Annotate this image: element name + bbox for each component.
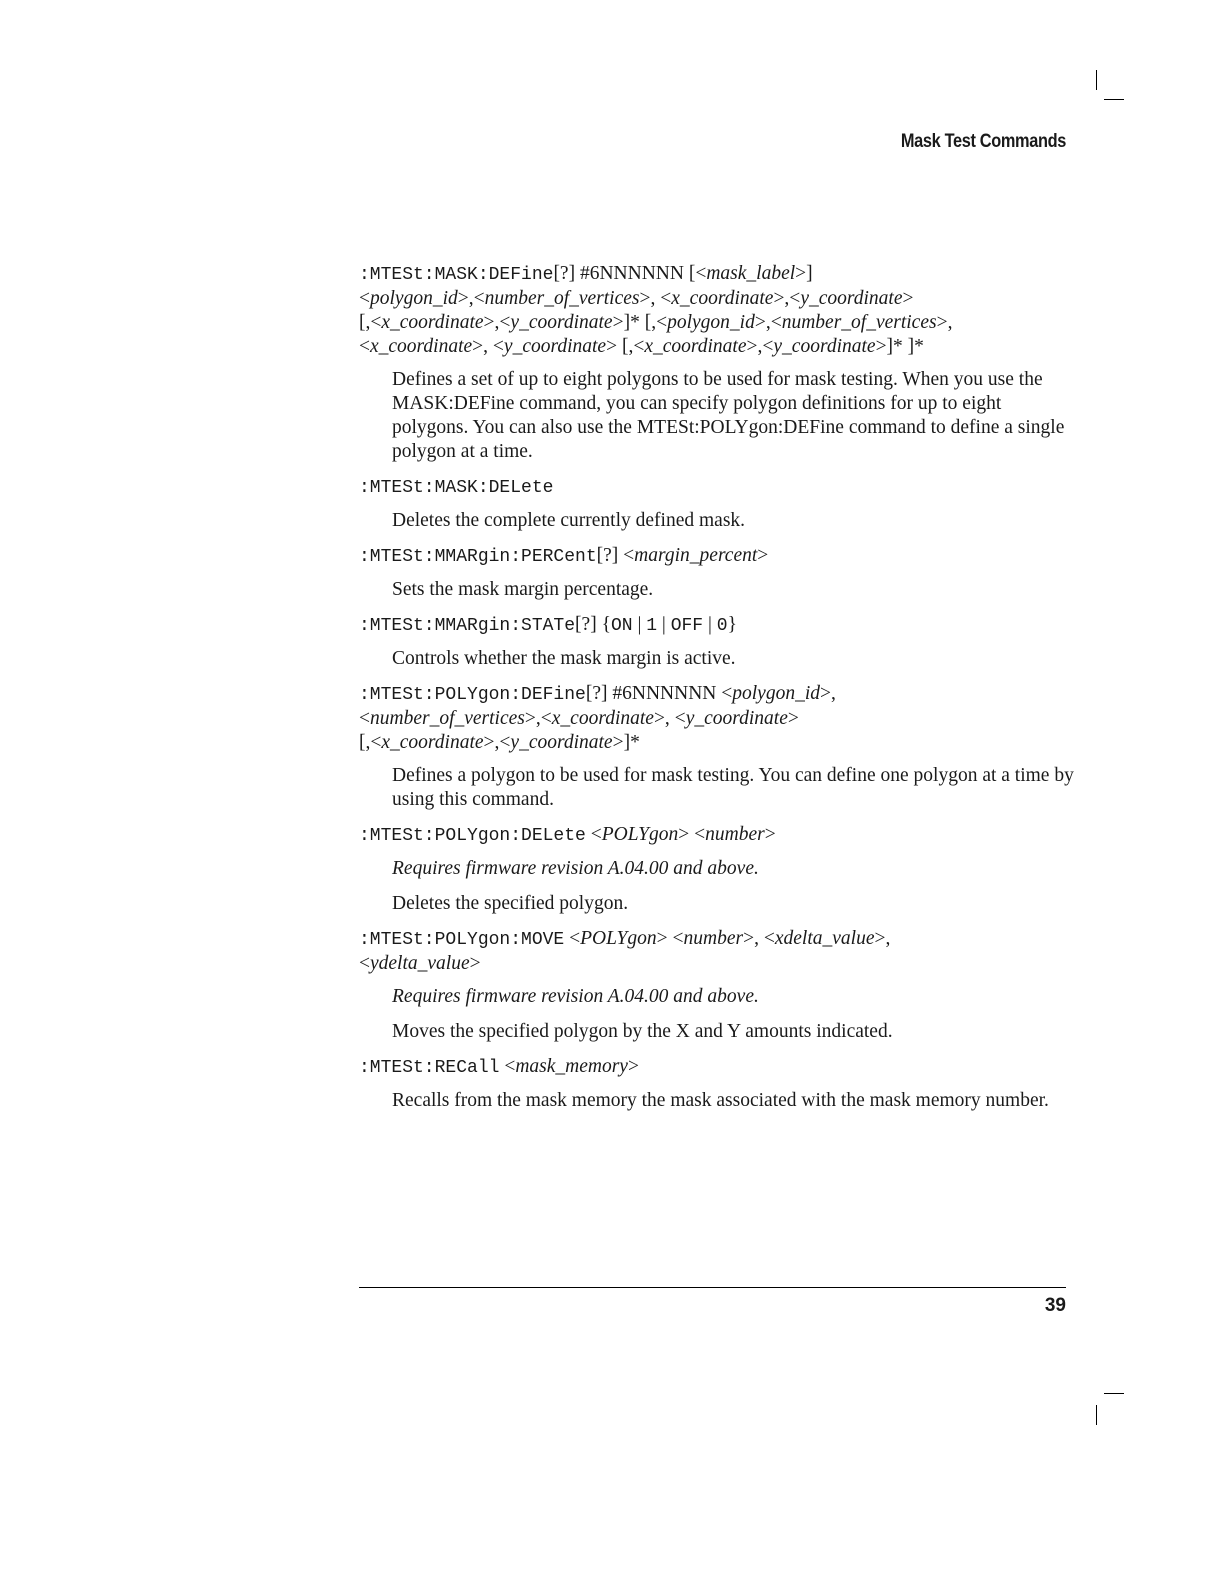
- command-syntax: [359, 927, 1079, 976]
- command-syntax: [359, 1055, 1079, 1080]
- syntax-text: <: [359, 336, 370, 357]
- parameter-name: x_coordinate: [381, 732, 484, 753]
- command-description: Controls whether the mask margin is active.: [392, 648, 736, 669]
- syntax-text: <: [564, 928, 581, 949]
- syntax-line: [359, 952, 1079, 976]
- parameter-name: polygon_id: [732, 683, 820, 704]
- syntax-line: [359, 475, 1079, 500]
- syntax-text: [?]: [575, 614, 597, 635]
- firmware-requirement: Requires firmware revision A.04.00 and above.: [392, 986, 759, 1007]
- syntax-line: [359, 544, 1079, 569]
- syntax-text: >: [764, 824, 776, 845]
- parameter-name: ydelta_value: [370, 953, 470, 974]
- command-keyword: :MTESt:MASK:DELete: [359, 478, 554, 498]
- parameter-name: y_coordinate: [800, 288, 903, 309]
- running-header: Mask Test Commands: [900, 131, 1066, 152]
- syntax-line: [359, 311, 1079, 335]
- syntax-text: >: [787, 708, 799, 729]
- command-entry: [359, 1055, 1079, 1113]
- syntax-line: [359, 682, 1079, 707]
- syntax-text: >,: [874, 928, 891, 949]
- syntax-text: <: [359, 708, 370, 729]
- syntax-text: <: [618, 545, 635, 566]
- syntax-text: >,: [820, 683, 836, 704]
- syntax-text: >,<: [773, 288, 801, 309]
- command-description: Sets the mask margin percentage.: [392, 579, 654, 600]
- parameter-name: x_coordinate: [671, 288, 774, 309]
- syntax-text: [?]: [585, 683, 608, 704]
- syntax-text: >: [757, 545, 769, 566]
- syntax-text: <: [585, 824, 602, 845]
- command-description: Deletes the complete currently defined mask.: [392, 510, 746, 531]
- syntax-text: [,<: [359, 732, 382, 753]
- syntax-text: > <: [678, 824, 706, 845]
- syntax-line: [359, 613, 1079, 638]
- command-entry: [359, 262, 1079, 464]
- parameter-name: y_coordinate: [503, 336, 607, 357]
- syntax-text: <: [359, 288, 370, 309]
- syntax-text: <: [499, 1056, 516, 1077]
- command-keyword: :MTESt:MASK:DEFine: [359, 265, 554, 285]
- command-entry: [359, 682, 1079, 812]
- syntax-text: >,<: [754, 312, 782, 333]
- syntax-text: >,: [936, 312, 953, 333]
- parameter-name: x_coordinate: [644, 336, 747, 357]
- syntax-text: >]* ]*: [875, 336, 924, 357]
- syntax-line: [359, 823, 1079, 848]
- syntax-text: [?]: [553, 263, 576, 284]
- syntax-text: >]*: [612, 732, 640, 753]
- syntax-line: [359, 707, 1079, 731]
- syntax-text: >, <: [472, 336, 504, 357]
- parameter-name: x_coordinate: [551, 708, 654, 729]
- footer-rule: [359, 1287, 1066, 1288]
- syntax-text: >, <: [639, 288, 672, 309]
- parameter-name: x_coordinate: [381, 312, 484, 333]
- parameter-name: margin_percent: [634, 545, 758, 566]
- page-number: 39: [1044, 1295, 1066, 1316]
- command-syntax: [359, 262, 1079, 359]
- command-syntax: [359, 544, 1079, 569]
- syntax-text: >: [627, 1056, 639, 1077]
- command-description: Recalls from the mask memory the mask associated with the mask memory number.: [392, 1090, 1049, 1111]
- parameter-name: mask_label: [706, 263, 796, 284]
- firmware-requirement: Requires firmware revision A.04.00 and above.: [392, 858, 759, 879]
- command-description: Moves the specified polygon by the X and Y amounts indicated.: [392, 1021, 893, 1042]
- command-syntax: [359, 613, 1079, 638]
- syntax-line: [359, 731, 1079, 755]
- parameter-name: number_of_vertices: [781, 312, 937, 333]
- parameter-name: y_coordinate: [510, 732, 613, 753]
- command-description: Deletes the specified polygon.: [392, 893, 629, 914]
- syntax-text: <: [359, 953, 370, 974]
- syntax-text: >,<: [746, 336, 774, 357]
- parameter-name: polygon_id: [667, 312, 755, 333]
- syntax-text: {: [596, 614, 611, 635]
- command-keyword: OFF: [670, 616, 704, 636]
- syntax-text: > <: [656, 928, 684, 949]
- command-keyword: :MTESt:POLYgon:MOVE: [359, 930, 565, 950]
- parameter-name: y_coordinate: [685, 708, 788, 729]
- command-keyword: :MTESt:POLYgon:DELete: [359, 826, 586, 846]
- syntax-text: >]* [,<: [612, 312, 668, 333]
- syntax-text: >,<: [457, 288, 485, 309]
- command-keyword: 0: [716, 616, 728, 636]
- syntax-text: }: [727, 614, 737, 635]
- command-syntax: [359, 682, 1079, 755]
- parameter-name: POLYgon: [601, 824, 679, 845]
- syntax-line: [359, 262, 1079, 287]
- syntax-line: [359, 335, 1079, 359]
- crop-mark-bottom-right-horizontal: [1104, 1393, 1124, 1394]
- command-keyword: :MTESt:RECall: [359, 1058, 500, 1078]
- syntax-text: #6NNNNNN [<: [575, 263, 707, 284]
- parameter-name: number: [683, 928, 744, 949]
- parameter-name: y_coordinate: [510, 312, 613, 333]
- parameter-name: number: [705, 824, 765, 845]
- syntax-text: >,<: [524, 708, 552, 729]
- command-list: [359, 262, 1079, 1124]
- parameter-name: mask_memory: [515, 1056, 628, 1077]
- syntax-line: [359, 1055, 1079, 1080]
- syntax-text: >,<: [483, 312, 511, 333]
- command-keyword: 1: [646, 616, 658, 636]
- syntax-line: [359, 287, 1079, 311]
- command-entry: [359, 613, 1079, 671]
- parameter-name: y_coordinate: [773, 336, 876, 357]
- syntax-text: |: [657, 614, 671, 635]
- syntax-line: [359, 927, 1079, 952]
- command-description: Defines a set of up to eight polygons to be used for mask testing. When you use the MASK:DEFine command, you can specify polygon definitions for up to eight polygons. You can also use the MTESt:POLYgon:DEFine command to define a single polygon at a time.: [392, 369, 1065, 462]
- syntax-text: [,<: [359, 312, 382, 333]
- parameter-name: x_coordinate: [370, 336, 473, 357]
- syntax-text: >, <: [653, 708, 686, 729]
- command-keyword: ON: [610, 616, 633, 636]
- command-syntax: [359, 823, 1079, 848]
- crop-mark-top-right-vertical: [1096, 70, 1097, 90]
- command-keyword: :MTESt:POLYgon:DEFine: [359, 685, 586, 705]
- crop-mark-top-right-horizontal: [1104, 99, 1124, 100]
- parameter-name: POLYgon: [580, 928, 657, 949]
- command-entry: [359, 927, 1079, 1044]
- crop-mark-bottom-right-vertical: [1096, 1405, 1097, 1425]
- syntax-text: #6NNNNNN <: [607, 683, 733, 704]
- command-entry: [359, 475, 1079, 533]
- command-entry: [359, 823, 1079, 916]
- command-entry: [359, 544, 1079, 602]
- syntax-text: >,<: [483, 732, 511, 753]
- command-keyword: :MTESt:MMARgin:STATe: [359, 616, 576, 636]
- parameter-name: polygon_id: [370, 288, 458, 309]
- command-description: Defines a polygon to be used for mask testing. You can define one polygon at a time by using this command.: [392, 765, 1074, 810]
- parameter-name: number_of_vertices: [484, 288, 640, 309]
- syntax-text: >: [469, 953, 481, 974]
- syntax-text: |: [703, 614, 717, 635]
- syntax-text: >: [902, 288, 914, 309]
- command-syntax: [359, 475, 1079, 500]
- syntax-text: [?]: [596, 545, 619, 566]
- parameter-name: xdelta_value: [774, 928, 875, 949]
- syntax-text: > [,<: [606, 336, 645, 357]
- parameter-name: number_of_vertices: [370, 708, 525, 729]
- syntax-text: |: [632, 614, 647, 635]
- syntax-text: >, <: [743, 928, 775, 949]
- syntax-text: >]: [795, 263, 813, 284]
- command-keyword: :MTESt:MMARgin:PERCent: [359, 547, 597, 567]
